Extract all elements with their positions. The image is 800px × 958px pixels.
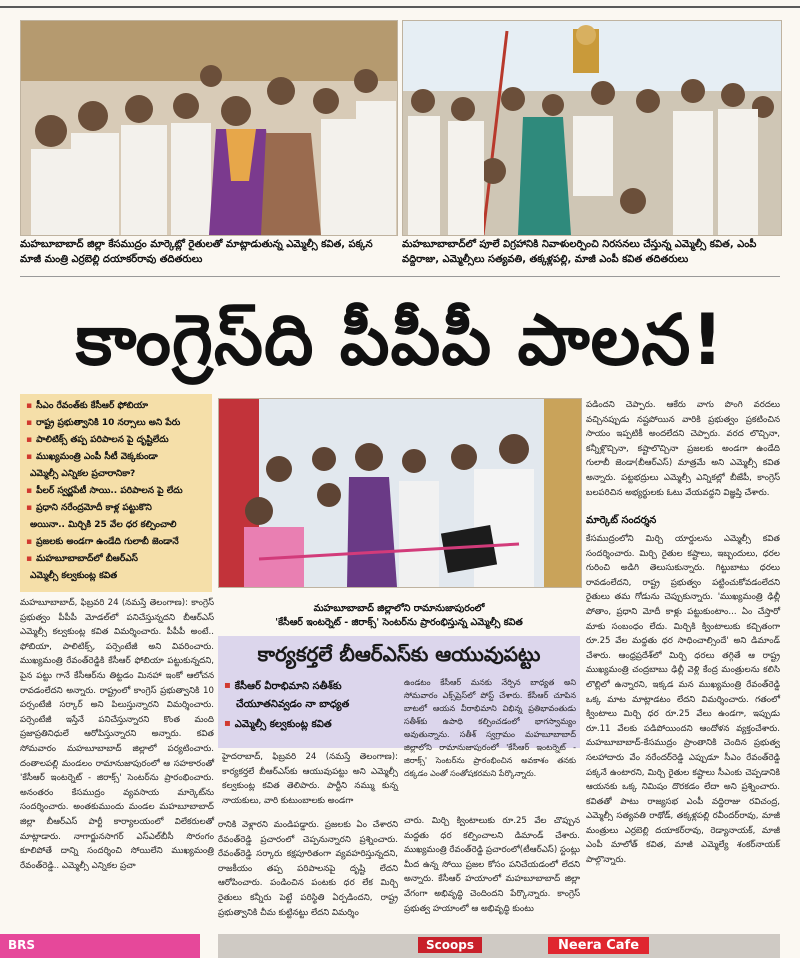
caption-divider xyxy=(20,276,780,277)
neera-ad-label: Neera Cafe xyxy=(548,937,649,954)
sidebar-point-2: ▪ ఎమ్మెల్సీ కల్వకుంట్ల కవిత xyxy=(224,718,332,730)
middle-article-col-b: చారు. మిర్చి క్వింటాలుకు రూ.25 వేల చొప్పున మద్దతు ధర కల్పించాలని డిమాండ్ చేశారు. ముఖ్యమంత్రి రేవంత్‌రెడ్డి ప్రచారంలో(టీఆర్‌ఎస్) స్టంట్లు మీద ఉన్న సోయి ప్రజల కోసం పనిచేయడంలో లేదని అన్నారు. కేసీఆర్ హయాంలో మహబూబాబాద్ జిల్లా వేగంగా అభివృద్ధి చెందిందని పేర్కొన్నారు. కాంగ్రెస్ ప్రభుత్వ హయాంలో ఆ అభివృద్ధి కుంటు xyxy=(404,816,580,914)
bullet-icon: ▪ xyxy=(26,452,33,462)
bullet-item: ఎమ్మెల్సీ ఎన్నికల ప్రచారానికా? xyxy=(30,469,136,479)
bullet-icon: ▪ xyxy=(26,401,33,411)
sidebar-story-title: కార్యకర్తలే బీఆర్ఎస్‌కు ఆయువుపట్టు xyxy=(257,642,541,666)
bullet-icon: ▪ xyxy=(26,503,33,513)
middle-photo-caption xyxy=(218,602,580,632)
bullet-icon: ▪ xyxy=(224,718,231,729)
bullet-icon: ▪ xyxy=(26,554,33,564)
bullet-item: ▪ పీలర్ స్వర్ణపేటీ సాయి.. పరిపాలన పై లేదు xyxy=(26,483,206,500)
bottom-ad-left xyxy=(0,934,200,958)
photo-phule-statue-protest xyxy=(402,20,782,236)
bullet-item: అయినా.. మిర్చికి 25 వేల ధర కల్పించాలి xyxy=(30,520,177,530)
photo-kesamudram-market xyxy=(20,20,398,236)
sidebar-story-right-text: ఉండటం కేసీఆర్ మనకు నేర్పిన బాధ్యత అని సోమవారం ఎక్స్‌ప్రెస్‌లో పోస్ట్ చేశారు. కేసీఆర్ చూపిన బాటలో ఆయన వీరాభిమాని విభిన్న ప్రతిభావంతుడు సతీశ్‌కు ఉపాధి కల్పించడంలో భాగస్వామ్యం అవుతున్నాను. సతీశ్ స్వగ్రామం మహబూబాబాద్ జిల్లాలోని రామానుజాపురంలో 'కేసీఆర్ ఇంటర్నెట్ - జిరాక్స్' సెంటర్‌ను ప్రారంభించిన అవకాశం తనకు దక్కడం ఎంతో సంతోషకరమని పేర్కొన్నారు. xyxy=(404,678,576,778)
bullet-item: ▪ మహబూబాబాద్‌లో బీఆర్ఎస్ xyxy=(26,551,206,568)
sidebar-point-1b: చేయూతనివ్వడం నా బాధ్యత xyxy=(236,699,350,710)
bullet-icon: ▪ xyxy=(26,486,33,496)
bullet-icon: ▪ xyxy=(26,418,33,428)
brs-ad-label: BRS xyxy=(8,938,36,952)
bullet-icon: ▪ xyxy=(224,680,231,691)
bullet-item: ▪ ప్రధాని నరేంద్రమోదీ కాళ్ల పట్టుకొని xyxy=(26,500,206,517)
sidebar-point-1: ▪ కేసీఆర్ వీరాభిమాని సతీశ్‌కు xyxy=(224,680,342,692)
photo-caption-right xyxy=(402,237,780,269)
bullet-item: ▪ రాష్ట్ర ప్రభుత్వానికి 10 నర్సాలు అని పేరు xyxy=(26,415,206,432)
photo-caption-left xyxy=(20,237,396,269)
left-article-column xyxy=(20,596,214,932)
bullet-icon: ▪ xyxy=(26,435,33,445)
middle-caption-line1: మహబూబాబాద్ జిల్లాలోని రామానుజాపురంలో xyxy=(313,603,485,614)
scoops-ad-label: Scoops xyxy=(418,937,482,953)
middle-article-col-a: రానికి వెళ్లారని మండిపడ్డారు. ప్రజలకు ఏం చేశారని రేవంత్‌రెడ్డి ప్రచారంలో చెప్పనున్నారని ప్రశ్నించారు. రేవంత్‌రెడ్డి సర్కారు కక్షపూరితంగా వ్యవహరిస్తున్నదని, రాజకీయం తప్ప పరిపాలనపై దృష్టి లేదని ఆరోపించారు. పండించిన పంటకు ధర లేక మిర్చి రైతులు కన్నీరు పెట్టే పరిస్థితి ఏర్పడిందని, రాష్ట్ర ప్రభుత్వానికి చీమ కుట్టినట్టు లేదని విమర్శిం xyxy=(218,820,398,918)
bullet-icon: ▪ xyxy=(26,537,33,547)
main-headline: కాంగ్రెస్‌ది పీపీపీ పాలన! xyxy=(75,299,725,381)
bottom-ad-right xyxy=(218,934,780,958)
top-rule xyxy=(0,6,800,8)
highlight-bullets-box xyxy=(20,394,212,592)
right-article-bottom: కేసముద్రంలోని మిర్చి యార్డులను ఎమ్మెల్సీ కవిత సందర్శించారు. మిర్చి రైతుల కష్టాలు, ఇబ్బందులు, ధరల గురించి అడిగి తెలుసుకున్నారు. గిట్టుబాటు ధరలు రావడంలేదని, రాష్ట్ర ప్రభుత్వం పట్టించుకోవడంలేదని రైతులు తమ గోడును చెప్పుకున్నారు. 'ముఖ్యమంత్రి ఢిల్లీ పోతాం, ప్రధాని మోదీ కాళ్లు పట్టుకుంటాం... ఏం చేస్తారో మాకు సంబంధం లేదు. మిర్చికి క్వింటాలుకు కచ్చితంగా రూ.25 వేల మద్దతు ధర సాధించాల్సిందే' అని డిమాండ్ చేశారు. ఆంధ్రప్రదేశ్‌లో మిర్చి ధరలు తగ్గితే ఆ రాష్ట్ర ముఖ్యమంత్రి చంద్రబాబు ఢిల్లీ వెళ్లి కేంద్ర మంత్రులను కలిసి లొల్లిలో ఉన్నారని, ఇక్కడ మన ముఖ్యమంత్రి రేవంత్‌రెడ్డి ఒక్క మాట మాట్లాడటం లేదని విమర్శించారు. గతంలో క్వింటాలు మిర్చి ధర రూ.25 వేలు ఉండగా, ఇప్పుడు రూ.11 వేలకు పడిపోయిందని ఆందోళన వ్యక్తంచేశారు. మహబూబాబాద్-కేసముద్రం ప్రాంతానికి చెందిన ప్రభుత్వ సలహాదారు వేం నరేందర్‌రెడ్డి ఎప్పుడూ సీఎం రేవంత్‌రెడ్డి పక్కనే ఉంటారని, మిర్చి రైతుల కష్టాలు సీఎంకు చెప్పడానికి ఆయనకు ఒక్క నిమిషం దొరకడం లేదా అని ప్రశ్నించారు. కవితతో పాటు రాజ్యసభ ఎంపీ వద్దిరాజు రవిచంద్ర, ఎమ్మెల్సీ సత్యవతి రాథోడ్, తక్కళ్లపల్లి రవీందర్‌రావు, మాజీ మంత్రులు ఎర్రబెల్లి దయాకర్‌రావు, రెడ్యానాయక్, మాజీ ఎంపీ మాలోత్ కవిత, మాజీ ఎమ్మెల్యే శంకర్‌నాయక్ పాల్గొన్నారు. xyxy=(586,534,780,866)
market-visit-subhead: మార్కెట్ సందర్శన xyxy=(586,515,657,526)
bullet-item: ▪ పాలిటిక్స్ తప్ప పరిపాలన పై దృష్టిలేదు xyxy=(26,432,206,449)
bullet-item: ▪ సీఎం రేవంత్‌కు కేసీఆర్ ఫోబియా xyxy=(26,398,206,415)
photo-caption-left-text: మహబూబాబాద్ జిల్లా కేసముద్రం మార్కెట్లో రైతులతో మాట్లాడుతున్న ఎమ్మెల్సీ కవిత, పక్కన మాజీ మంత్రి ఎర్రబెల్లి దయాకర్‌రావు తదితరులు xyxy=(20,239,373,265)
sidebar-story-box xyxy=(218,636,580,778)
bullet-item: ▪ ప్రజలకు అండగా ఉండేది గులాబీ జెండానే xyxy=(26,534,206,551)
middle-caption-line2: 'కేసీఆర్ ఇంటర్నెట్ - జిరాక్స్' సెంటర్‌ను ప్రారంభిస్తున్న ఎమ్మెల్సీ కవిత xyxy=(275,617,523,628)
photo-caption-right-text: మహబూబాబాద్‌లో పూలే విగ్రహానికి నివాళులర్పించి నిరసనలు చేస్తున్న ఎమ్మెల్సీ కవిత, ఎంపీ వద్దిరాజు, ఎమ్మెల్సీలు సత్యవతి, తక్కళ్లపల్లి, మాజీ ఎంపీ కవిత తదితరులు xyxy=(402,239,757,265)
sidebar-article-text: హైదరాబాద్, ఫిబ్రవరి 24 (నమస్తే తెలంగాణ): కార్యకర్తలే బీఆర్ఎస్‌కు ఆయువుపట్టు అని ఎమ్మెల్సీ కల్వకుంట్ల కవిత తెలిపారు. పార్టీని నమ్ము కున్న నాయకులు, వారి కుటుంబాలకు అండగా xyxy=(222,752,398,806)
photo-xerox-center-inauguration xyxy=(218,398,582,588)
left-article-text: మహబూబాబాద్, ఫిబ్రవరి 24 (నమస్తే తెలంగాణ): కాంగ్రెస్ ప్రభుత్వం పీపీపీ మోడల్‌లో పనిచేస్తున్నదని బీఆర్ఎస్ ఎమ్మెల్సీ కల్వకుంట్ల కవిత విమర్శించారు. పీపీపీ అంటే.. ఫోబియా, పాలిటిక్స్, పర్సెంటేజీ అని వివరించారు. ముఖ్యమంత్రి రేవంత్‌రెడ్డికి కేసీఆర్ ఫోబియా పట్టుకున్నదని, పైన పట్టు గానే కేసీఆర్‌ను తిట్టడం మినహా ఇంకో ఆలోచన రావడంలేదని అన్నారు. రాష్ట్రంలో కాంగ్రెస్ ప్రభుత్వానికి 10 పర్సంటేజీ సర్కార్ అని పిలుస్తున్నారని విమర్శించారు. పర్సెంటేజీ ఇస్తేనే పనిచేస్తున్నారని కొంత మంది ప్రజాప్రతినిధులే ఆరోపిస్తున్నారని అన్నారు. కవిత సోమవారం మహబూబాబాద్ జిల్లాలో పర్యటించారు. దంతాలపల్లి మండలం రామానుజాపురంలో ఆ సహకారంతో 'కేసీఆర్ ఇంటర్నెట్ - జిరాక్స్' సెంటర్‌ను ప్రారంభించారు. అనంతరం కేసముద్రం వ్యవసాయ మార్కెట్‌ను సందర్శించారు. అంతకుముందు మండల మహబూబాబాద్ జిల్లా బీఆర్ఎస్ పార్టీ కార్యాలయంలో విలేకరులతో మాట్లాడారు. నాగార్జునసాగర్ ఎస్ఎల్‌బీసీ సొరంగం కూలిపోతే దాన్ని సందర్శించి సోయిలేని ముఖ్యమంత్రి రేవంత్‌రెడ్డి.. ఎమ్మెల్సీ ఎన్నికల ప్రచా xyxy=(20,598,214,871)
bullet-item: ఎమ్మెల్సీ కల్వకుంట్ల కవిత xyxy=(30,571,118,581)
right-article-top: పడిందని చెప్పారు. ఆకేరు వాగు పొంగి వరదలు వచ్చినప్పుడు నష్టపోయిన వారికి ప్రభుత్వం ప్రకటించిన సాయం ఇప్పటికీ అందలేదని చెప్పారు. వరద లొచ్చినా, కన్నీళ్లొచ్చినా, కష్టాలొచ్చినా ప్రజలకు అండగా ఉండేది గులాబీ జెండా(బీఆర్ఎస్) మాత్రమే అని ఎమ్మెల్సీ కవిత అన్నారు. పట్టభద్రులు ఎమ్మెల్సీ ఎన్నికల్లో బీజేపీ, కాంగ్రెస్ బలపరిచిన అభ్యర్థులకు ఓటు వేయవద్దని విజ్ఞప్తి చేశారు. xyxy=(586,400,780,498)
bullet-item: ▪ ముఖ్యమంత్రి ఎంపీ సీటీ వెక్కకుండా xyxy=(26,449,206,466)
